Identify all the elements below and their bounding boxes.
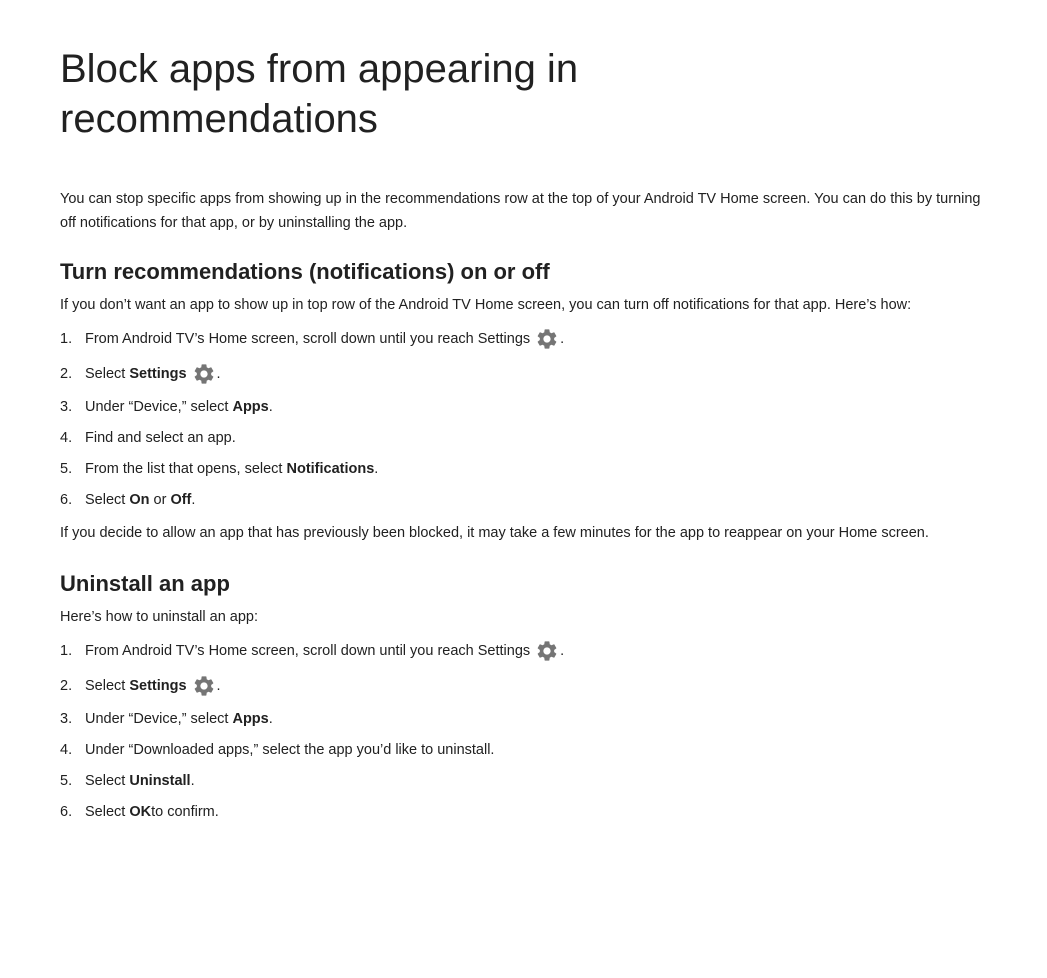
step-tail: . xyxy=(374,461,379,477)
step-tail: . xyxy=(268,711,273,727)
section-note: If you decide to allow an app that has previously been blocked, it may take a few minutes for the app to reappear on your Home screen. xyxy=(60,525,929,541)
section-lead: If you don’t want an app to show up in top row of the Android TV Home screen, you can turn off notifications for that app. Here’s how: xyxy=(60,297,912,313)
step-number: 2. xyxy=(60,366,73,382)
step-bold: Notifications xyxy=(286,461,375,477)
step-bold: OK xyxy=(129,804,152,820)
step-bold: Apps xyxy=(232,711,269,727)
gear-icon xyxy=(191,362,217,386)
step-tail: to confirm. xyxy=(151,804,219,820)
step-tail: . xyxy=(268,399,273,415)
step-number: 4. xyxy=(60,742,73,758)
list-item xyxy=(60,802,987,822)
list-item xyxy=(60,397,987,417)
gear-icon xyxy=(534,327,560,351)
step-number: 6. xyxy=(60,804,73,820)
section-heading-notifications: Turn recommendations (notifications) on or off xyxy=(60,259,550,284)
step-text: Select xyxy=(85,492,126,508)
step-text: Under “Downloaded apps,” select the app you’d like to uninstall. xyxy=(85,742,495,758)
list-item xyxy=(60,771,987,791)
step-bold: Settings xyxy=(129,678,187,694)
step-number: 5. xyxy=(60,773,73,789)
step-number: 1. xyxy=(60,331,73,347)
step-text: Select xyxy=(85,804,126,820)
page-title: Block apps from appearing in recommendations xyxy=(60,47,579,141)
step-tail: . xyxy=(191,492,196,508)
step-number: 3. xyxy=(60,711,73,727)
step-number: 1. xyxy=(60,643,73,659)
step-text: Under “Device,” select xyxy=(85,711,229,727)
steps-list-uninstall xyxy=(60,639,987,822)
list-item xyxy=(60,709,987,729)
section-heading-uninstall: Uninstall an app xyxy=(60,571,230,596)
step-number: 5. xyxy=(60,461,73,477)
step-tail: . xyxy=(216,678,221,694)
step-number: 3. xyxy=(60,399,73,415)
list-item xyxy=(60,674,987,698)
step-tail: . xyxy=(560,331,565,347)
list-item xyxy=(60,740,987,760)
list-item xyxy=(60,639,987,663)
step-text: From Android TV’s Home screen, scroll down until you reach Settings xyxy=(85,331,531,347)
section-lead: Here’s how to uninstall an app: xyxy=(60,609,259,625)
step-tail: . xyxy=(560,643,565,659)
step-number: 2. xyxy=(60,678,73,694)
list-item xyxy=(60,362,987,386)
step-number: 4. xyxy=(60,430,73,446)
step-text: From Android TV’s Home screen, scroll down until you reach Settings xyxy=(85,643,531,659)
step-tail: . xyxy=(216,366,221,382)
step-bold: Settings xyxy=(129,366,187,382)
step-text: Under “Device,” select xyxy=(85,399,229,415)
list-item xyxy=(60,428,987,448)
step-text: From the list that opens, select xyxy=(85,461,283,477)
gear-icon xyxy=(191,674,217,698)
steps-list-notifications xyxy=(60,327,987,510)
step-text: Select xyxy=(85,366,126,382)
step-bold: Apps xyxy=(232,399,269,415)
intro-paragraph: You can stop specific apps from showing up in the recommendations row at the top of your Android TV Home screen. You can do this by turning off notifications for that app, or by uninstalling the app. xyxy=(60,191,981,231)
list-item xyxy=(60,459,987,479)
step-text: Select xyxy=(85,773,126,789)
list-item xyxy=(60,490,987,510)
step-number: 6. xyxy=(60,492,73,508)
step-bold-2: Off xyxy=(170,492,192,508)
step-mid: or xyxy=(153,492,167,508)
step-tail: . xyxy=(190,773,195,789)
step-bold: Uninstall xyxy=(129,773,191,789)
list-item xyxy=(60,327,987,351)
step-bold: On xyxy=(129,492,150,508)
step-text: Find and select an app. xyxy=(85,430,236,446)
step-text: Select xyxy=(85,678,126,694)
gear-icon xyxy=(534,639,560,663)
